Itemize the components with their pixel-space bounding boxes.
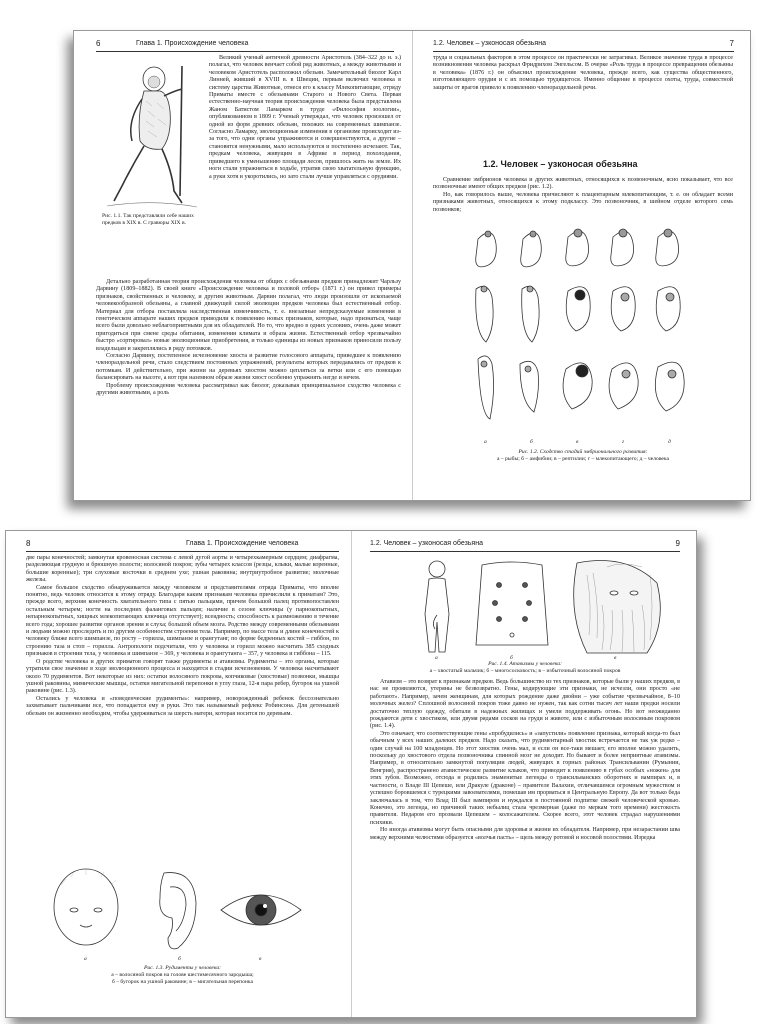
- figure-label: в: [259, 956, 262, 962]
- rudiments-figure: [46, 865, 316, 955]
- caption-title: Рис. 1.2. Сходство стадий эмбрионального развития:: [518, 449, 648, 455]
- caption-body: б – бугорок на ушной раковине; в – мигательная перепонка: [111, 979, 254, 985]
- running-header: [26, 537, 339, 552]
- page-7: [413, 31, 750, 500]
- paragraph: Остались у человека и «поведенческие рудименты»: например, новорожденный ребенок бессознательно захватывает пальчиками все, что попадается ему в руки. Это так называемый рефлекс Робинсона. Для детенышей обезьян он жизненно необходим, чтобы удерживаться за шерсть матери, которая носится по деревьям.: [26, 695, 339, 717]
- page-9: [352, 531, 696, 1017]
- paragraph: Сравнение эмбрионов человека и других животных, относящихся к позвоночным, ясно показывает, что все позвоночные имеют общих предков (рис. 1.2).: [433, 177, 733, 191]
- paragraph: Это означает, что соответствующие гены «пробудились» и «запустили» появление признака, который когда-то был обычным у всех наших далеких предков. Надо сказать, что рудиментарный хвостик встречается не так уж редко – один случай на 100 младенцев. Но этот хвостик очень мал, и если он все-таки мешает, его вполне можно удалить, поскольку до хвостового отдела позвоночника спинной мозг не доходит. Но бывают и более неприятные атавизмы. Например, в относительно замкнутой популяции людей, живущих в горных районах Трансильвании (Румынии, Венгрия), распространено атавистическое развитие клыков, что приводит к появлению в губах особых «ножен» для этих зубов. Возможно, отсюда и родились знаменитые легенды о трансильванских оборотнях и вампирах и, в частности, о Владе III Цепеше, или Дракуле (драконе) – правителе Валахии, отличавшемся огромным мужеством и успешно боровшемся с турецкими завоевателями, помешав им прорваться в Центральную Европу. Да вот только беда заключалась в том, что Влад III был вампиром и нуждался в постоянной подпитке свежей человеческой кровью. Конечно, это легенда, но причиной таких небылиц стала чрезмерная (даже по меркам того времени) жестокость правителя. Недаром его прозвали Цепешем – колосажателем. Скорее всего, этот человек страдал нарушениями психики.: [370, 730, 680, 826]
- paragraph: Согласно Дарвину, постепенное исчезновение хвоста и развитие голосового аппарата, приведшее к появлению членораздельной речи, стало следствием постоянных упражнений, результаты которых передавались от предков к потомкам. И действительно, при жизни на деревьях хвостом можно цепляться за ветки или с его помощью балансировать на высоте, а вот при наземном образе жизни хвост особенно упражнять негде и нечем.: [96, 353, 401, 382]
- page-8: [6, 531, 351, 1017]
- running-header: [96, 37, 394, 52]
- caption-body: а – хвостатый мальчик; б – многососковость; в – избыточный волосяной покров: [429, 668, 621, 674]
- ancestor-engraving: [102, 61, 202, 216]
- main-text-block: [370, 679, 680, 842]
- main-text-block: [96, 279, 401, 398]
- paragraph: Атавизм – это возврат к признакам предков. Ведь большинство из тех признаков, которые были у наших предков, в нас не проявляются, утеряны не безвозвратно. Гены, кодирующие эти признаки, не исчезли, они просто «не работают». Например, зачем женщинам, для которых рождение даже двойни – уже событие чрезвычайное, 8–10 молочных желез? Сплошной волосяной покров тоже давно не нужен, так как сотни тысяч лет наши предки носили достаточно теплую одежду, обитали в надежных жилищах и умели поддерживать огонь. Но вот неожиданно рождаются дети с хвостиком, или двумя рядами сосков на груди и животе, или с избыточным волосяным покровом (рис. 1.4).: [370, 679, 680, 730]
- paragraph: Проблему происхождения человека рассматривал как биолог, доказывая принципиальное сходство человека с другими животными, а роль: [96, 382, 401, 397]
- atavisms-figure: [407, 555, 677, 657]
- figure-1-2-caption: [433, 449, 733, 463]
- figure-label: б: [178, 956, 181, 962]
- page-6: [74, 31, 412, 500]
- paragraph: труда и социальных факторов в этом процессе он практически не затрагивал. Великое значение труда в процессе возникновения человека раскрыл Фридрихом Энгельсом. В очерке «Роль труда в процессе превращения обезьяны в человека» (1876 г.) он объяснил происхождение человека, прежде всего, как существа общественного, изготовляющего орудия и с их помощью трудящегося. Именно общение в процессе охоты, труда, совместной защиты от врагов привело к появлению членораздельной речи.: [433, 55, 733, 91]
- paragraph: две пары конечностей; замкнутая кровеносная система с левой дугой аорты и четырехкамерным сердцем; диафрагма, разделяющая грудную и брюшную полости; волосяной покров; зубы четырех классов (резцы, клыки, малые коренные, большие коренные); три слуховые косточки в среднем ухе; ушная раковина; внутриутробное развитие; молочные железы.: [26, 555, 339, 584]
- figure-label: б: [510, 655, 513, 661]
- caption-title: Рис. 1.4. Атавизмы у человека:: [488, 661, 562, 667]
- paragraph: Самое большое сходство обнаруживается между человеком и представителями отряда Приматы, что вполне понятно, ведь человек относится к этому отряду. Благодаря каким признакам человека причислили к приматам? Это, прежде всего, верхняя конечность хватательного типа с пятью пальцами, причем большой палец противопоставлен остальным четырем; ногти на последних фаланговых пальцев; наличие в сезоне ключицы (у парнокопытных, непарнокопытных, хищных млекопитающих ключица отсутствует); всеядность; способность к размножению в течение всего года; хорошее развитие органов зрения и слуха; большой объем мозга. Родство между современными обезьянами и людьми можно проследить и по другим особенностям строения тела. Например, по массе тела и длине конечностей к человеку ближе всего шимпанзе, по росту – горилла, шимпанзе и орангутанг, по форме бедренных костей – гиббон, по строению таза и стоп – горилла. Антропологи подсчитали, что у человека и горилл можно насчитать 385 сходных признаков в строении тела, у человека и шимпанзе – 369, у человека и орангутанга – 357, у человека и гиббона – 115.: [26, 584, 339, 658]
- caption-body: а – волосяной покров на голове шестимесячного зародыша;: [111, 972, 254, 978]
- caption-title: Рис. 1.3. Рудименты у человека:: [143, 965, 222, 971]
- figure-1-4-caption: [370, 661, 680, 675]
- figure-label: д: [668, 439, 671, 445]
- figure-label: в: [576, 439, 579, 445]
- intro-text-column: [209, 55, 401, 181]
- caption-body: а – рыбы; б – амфибии; в – рептилии; г – млекопитающего; д – человека: [496, 456, 670, 462]
- section-text: [433, 177, 733, 214]
- figure-label: а: [484, 439, 487, 445]
- page-number: 8: [26, 539, 31, 548]
- figure-label: в: [614, 655, 617, 661]
- bottom-book-spread: [5, 530, 697, 1018]
- page-number: 6: [96, 39, 101, 48]
- figure-label: г: [622, 439, 625, 445]
- paragraph: Но иногда атавизмы могут быть опасными для здоровья и жизни их обладателя. Например, при незарастании шва между верхними челюстями образуется «волчья пасть» – щель между ротовой и носовой полостями. Изредка: [370, 827, 680, 841]
- section-header: 1.2. Человек – узконосая обезьяна: [370, 540, 483, 547]
- running-header: [370, 537, 680, 552]
- figure-label: б: [530, 439, 533, 445]
- top-book-spread: [73, 30, 751, 501]
- chapter-title: Глава 1. Происхождение человека: [186, 540, 299, 547]
- figure-1-1-caption: [102, 213, 202, 227]
- paragraph: О родстве человека и других приматов говорят также рудименты и атавизмы. Рудименты – это органы, которые утратили свое значение в ходе эволюционного процесса и находятся в стадии исчезновения. У человека насчитывают около 70 рудиментов. Вот некоторые из них: остатки волосяного покрова, копчиковые (хвостовые) позвонки, мышцы ушной раковины, мимические мышцы, остатки мигательной перепонки в углу глаза, 12-я пара ребер, бугорок на ушной раковине (рис. 1.3).: [26, 658, 339, 695]
- chapter-title: Глава 1. Происхождение человека: [136, 40, 249, 47]
- figure-caption-text: Рис. 1.1. Так представляли себе наших предков в XIX в. С гравюры XIX в.: [102, 213, 194, 226]
- figure-label: а: [84, 956, 87, 962]
- paragraph: Детально разработанная теория происхождения человека от общих с обезьянами предков принадлежит Чарльзу Дарвину (1809–1882). В своей книге «Происхождение человека и половой отбор» (1871 г.) он привел примеры признаков, свойственных и человеку, и другим животным. Дарвин полагал, что люди произошли от ископаемой человекообразной обезьяны, а главной движущей силой эволюции предков человека был естественный отбор. Материал для отбора поставляла наследственная изменчивость, т. е. внезапные непредсказуемые изменения в генетическом аппарате наших предков приводили к появлению новых признаков, которые, надо признаться, чаще всего были довольно неблагоприятными для их обладателей. Но то, что вредно в одних условиях, очень даже может пригодиться при смене среды обитания, изменении климата и образа жизни. Естественный отбор чрезвычайно быстро «сортировал» новые эволюционные приобретения, и только единицы из новых признаков приносили пользу владельцам и закреплялись в ряду потомков.: [96, 279, 401, 352]
- embryo-stages-figure: [458, 219, 698, 437]
- paragraph: Великий ученый античной древности Аристотель (384–322 до н. э.) полагал, что человек венчает собой ряд животных, а между животными и человеком Аристотель расположил обезьян. Замечательный биолог Карл Линней, живший в XVIII в. в Швеции, первым включил человека в систему царства Животные, отнеся его к классу Млекопитающие, отряду Приматы вместе с обезьянами Старого и Нового Света. Первая естественно-научная теория происхождения человека была представлена Жаном Батистом Ламарком в труде «Философия зоологии», опубликованном в 1809 г. Ученый утверждал, что человек произошел от одной из форм древних обезьян, похожих на современных шимпанзе. Согласно Ламарку, эволюционные изменения в организме происходят из-за того, что одни органы упражняются и совершенствуются, а другие – становятся ненужными, мало используются и постепенно исчезают. Так, предкам человека, живущим в Африке в период похолодания, приведшего к уменьшению площади лесов, пришлось жить на земле. Их ноги стали упражняться в ходьбе, утратив свою хватательную функцию, а руки хотя и укоротились, но зато стали лучше управляться с орудиями.: [209, 55, 401, 180]
- main-text-block: [26, 555, 339, 718]
- figure-label: а: [435, 655, 438, 661]
- page-number: 7: [729, 39, 734, 48]
- paragraph: Но, как говорилось выше, человека причисляют к плацентарным млекопитающим, т. е. он обладает всеми признаками животных, относящихся к этому подклассу. Это позвоночник, в шейном отделе которого семь позвонков;: [433, 191, 733, 213]
- section-heading: 1.2. Человек – узконосая обезьяна: [483, 159, 638, 169]
- figure-1-3-caption: [26, 965, 339, 986]
- running-header: [433, 37, 734, 52]
- page-number: 9: [675, 539, 680, 548]
- section-header: 1.2. Человек – узконосая обезьяна: [433, 40, 546, 47]
- continuation-text: [433, 55, 733, 92]
